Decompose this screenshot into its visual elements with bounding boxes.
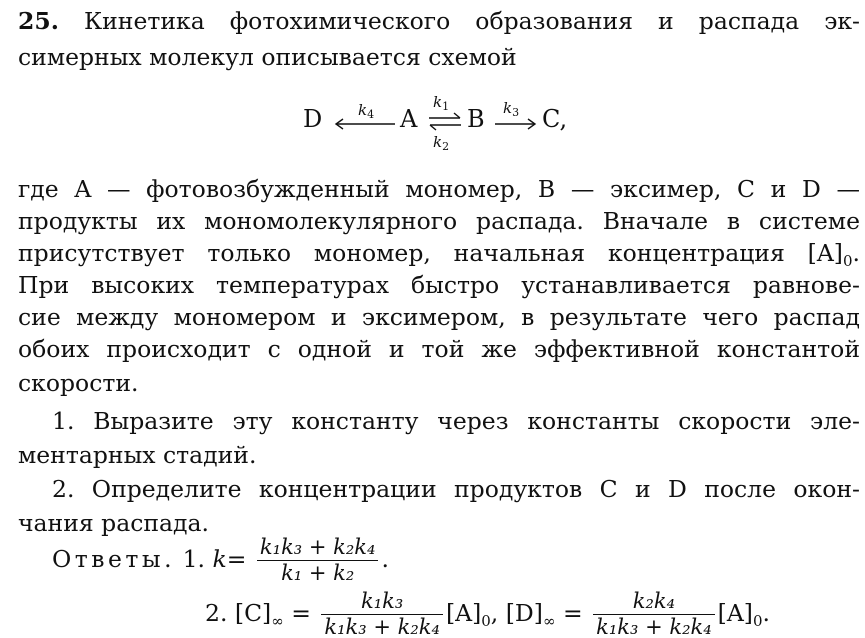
answer-2-number: 2. xyxy=(205,599,228,627)
answer-2: 2. $[C]_\infty$ = $\frac{\text{k₁k₃}}{\text{k₁k₃ + k₂k₄}}$ $[A]_0$, $[D]_\infty$ = $\frac{\text{k₂k₄}}{\text{k₁k₃ + k₂k₄}}$ $[A]_0$. xyxy=(205,589,770,638)
answer-1-k: k xyxy=(212,545,227,573)
answers-label: Ответы. xyxy=(52,545,176,573)
problem-heading-line-1 xyxy=(18,4,860,38)
answer-1-denominator: k₁ + k₂ xyxy=(281,561,355,585)
species-c: C, xyxy=(542,105,568,133)
answer-1-fraction xyxy=(257,535,379,586)
body-line-1: где A — фотовозбужденный мономер, B — эксимер, C и D — xyxy=(18,175,860,203)
problem-title-1: Кинетика фотохимического образования и распада эк- xyxy=(83,7,860,35)
body-line-3: присутствует только мономер, начальная концентрация $[A]_0$. xyxy=(18,239,860,270)
equilibrium-arrows-icon xyxy=(427,112,463,132)
species-d: D xyxy=(303,105,323,133)
answer-1: Ответы. 1. k= $\frac{\text{k₁k₃ + k₂k₄}}{\text{k₁ + k₂}}$ . xyxy=(52,535,389,585)
answer-2-c-fraction xyxy=(321,589,443,638)
answer-2-c: [C] xyxy=(234,599,272,627)
answer-2-d: [D] xyxy=(505,599,543,627)
body-line-2: продукты их мономолекулярного распада. Вначале в системе xyxy=(18,207,860,235)
question-1-line-2: ментарных стадий. xyxy=(18,441,257,469)
answer-1-number: 1. xyxy=(182,545,205,573)
k4-label: $k_4$ xyxy=(358,101,375,121)
question-2-line-1: 2. Определите концентрации продуктов C и D после окон- xyxy=(52,475,860,503)
problem-heading-line-2 xyxy=(18,40,517,74)
body-line-5: сие между мономером и эксимером, в результате чего распад xyxy=(18,303,860,331)
body-line-7: скорости. xyxy=(18,369,139,397)
question-2-line-2: чания распада. xyxy=(18,509,210,537)
arrow-right-icon xyxy=(494,118,538,130)
k1-label: $k_1$ xyxy=(433,93,450,113)
question-1-line-1: 1. Выразите эту константу через константы скорости эле- xyxy=(52,407,860,435)
species-a: A xyxy=(400,105,418,133)
body-line-6: обоих происходит с одной и той же эффективной константой xyxy=(18,335,860,363)
answer-2-c-denominator: k₁k₃ + k₂k₄ xyxy=(324,615,440,638)
problem-title-2: симерных молекул описывается схемой xyxy=(18,43,517,71)
k3-label: $k_3$ xyxy=(503,99,520,119)
answer-2-d-numerator: k₂k₄ xyxy=(593,589,715,615)
species-b: B xyxy=(467,105,485,133)
reaction-scheme xyxy=(0,90,865,154)
k2-label: $k_2$ xyxy=(433,133,450,153)
answer-2-c-numerator: k₁k₃ xyxy=(321,589,443,615)
problem-number: 25. xyxy=(18,7,59,35)
answer-2-d-denominator: k₁k₃ + k₂k₄ xyxy=(596,615,712,638)
answer-2-d-fraction xyxy=(593,589,715,638)
arrow-left-icon xyxy=(333,118,397,130)
answer-1-numerator: k₁k₃ + k₂k₄ xyxy=(257,535,379,561)
body-line-4: При высоких температурах быстро устанавливается равнове- xyxy=(18,271,860,299)
